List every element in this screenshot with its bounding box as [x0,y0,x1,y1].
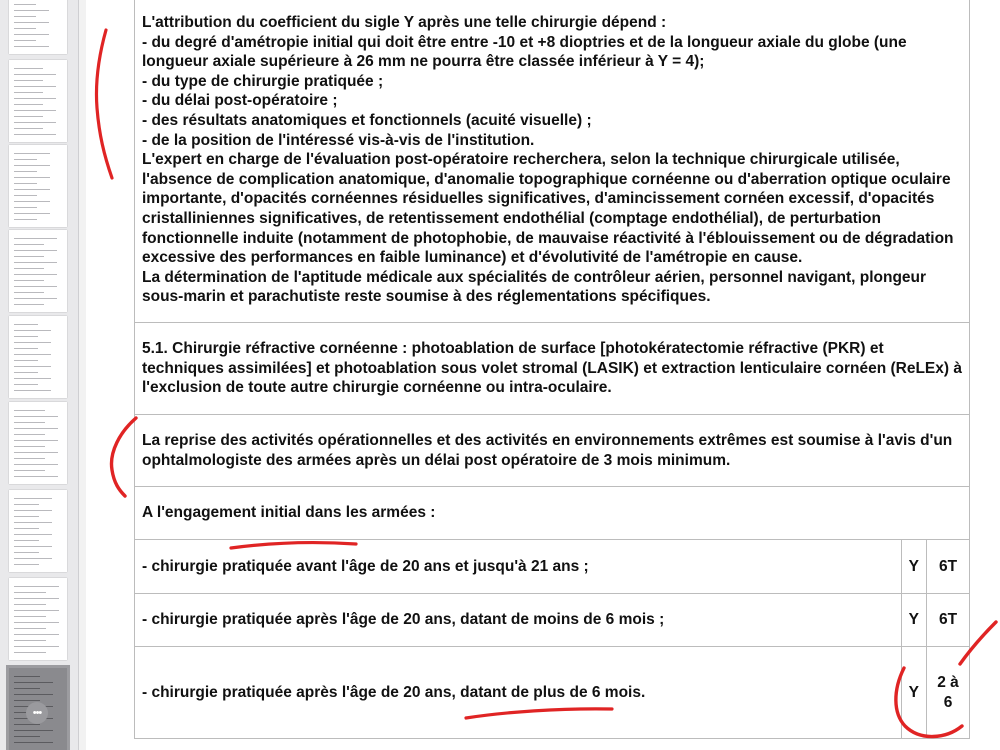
more-options-button[interactable]: ••• [26,702,48,724]
thumbnail-text-line [14,504,39,505]
thumbnail-text-line [14,116,43,117]
thumbnail-text-line [14,80,43,81]
thumbnail-text-line [14,724,40,725]
criterion-text: - chirurgie pratiquée après l'âge de 20 ans, datant de plus de 6 mois. [135,647,902,739]
thumbnail-text-line [14,640,46,641]
table-row [135,487,970,540]
thumbnail-text-line [14,458,45,459]
page-thumbnail[interactable] [9,402,67,484]
thumbnail-text-line [14,390,51,391]
engagement-header: A l'engagement initial dans les armées : [135,487,970,540]
page-thumbnail[interactable] [9,578,67,660]
thumbnail-text-line [14,280,44,281]
thumbnail-text-line [14,336,38,337]
thumbnail-text-line [14,434,45,435]
section-title: 5.1. Chirurgie réfractive cornéenne : photoablation de surface [photokératectomie réfractive (PKR) et techniques assimilées] et photoablation sous volet stromal (LASIK) et extraction lenticulaire cornéen (ReLEx) à l'exclusion de toute autre chirurgie cornéenne ou intra-oculaire. [135,323,970,415]
thumbnail-text-line [14,464,58,465]
thumbnail-text-line [14,476,58,477]
thumbnail-text-line [14,586,59,587]
intro-line: - du type de chirurgie pratiquée ; [142,72,384,90]
thumbnail-text-line [14,128,43,129]
thumbnail-text-line [14,354,51,355]
thumbnail-text-line [14,422,45,423]
thumbnail-text-line [14,34,49,35]
thumbnail-text-line [14,558,52,559]
thumbnail-text-line [14,682,53,683]
intro-line: - du degré d'amétropie initial qui doit être entre -10 et +8 dioptries et de la longueur axiale du globe (une longueur axiale supérieure à 26 mm ne pourra être classée inférieur à Y = 4); [142,33,907,71]
page-thumbnail[interactable] [9,316,67,398]
thumbnail-text-line [14,250,57,251]
intro-line: La détermination de l'aptitude médicale aux spécialités de contrôleur aérien, personnel navigant, plongeur sous-marin et parachutiste reste soumise à des réglementations spécifiques. [142,268,927,306]
thumbnail-text-line [14,183,37,184]
thumbnail-text-line [14,324,38,325]
thumbnail-text-line [14,730,53,731]
thumbnail-text-line [14,244,44,245]
thumbnail-text-line [14,110,56,111]
thumbnail-text-line [14,342,51,343]
thumbnail-text-line [14,634,59,635]
criterion-text: - chirurgie pratiquée avant l'âge de 20 ans et jusqu'à 21 ans ; [135,540,902,594]
thumbnail-text-line [14,159,37,160]
thumbnail-text-line [14,104,43,105]
sigle-code: Y [901,540,926,594]
thumbnail-text-line [14,372,38,373]
thumbnail-text-line [14,165,50,166]
thumbnail-text-line [14,676,40,677]
thumbnail-text-line [14,10,49,11]
thumbnail-text-line [14,360,38,361]
thumbnail-text-line [14,522,52,523]
thumbnail-text-line [14,410,45,411]
thumbnail-text-line [14,274,57,275]
thumbnail-text-line [14,546,52,547]
intro-line: - de la position de l'intéressé vis-à-vis de l'institution. [142,131,535,149]
thumbnail-text-line [14,592,46,593]
thumbnail-text-line [14,153,50,154]
intro-line: - du délai post-opératoire ; [142,92,338,110]
thumbnail-text-line [14,510,52,511]
thumbnail-text-line [14,616,46,617]
thumbnail-text-line [14,628,46,629]
thumbnail-text-line [14,534,52,535]
intro-line: L'expert en charge de l'évaluation post-opératoire recherchera, selon la technique chirurgicale utilisée, l'absence de complication anatomique, d'anomalie topographique cornéenne ou d'aberration optique oculaire importante, d'opacités cornéennes résiduelles significatives, d'amincissement cornéen excessif, d'opacités cristalliniennes significatives, de retentissement endothélial (comptage endothélial), de perturbation fonctionnelle induite (notamment de photophobie, de mauvaise réactivité à l'éblouissement ou de dégradation excessive des performances en faible luminance) et d'évolutivité de l'amétropie en cause. [142,151,954,267]
thumbnail-text-line [14,74,56,75]
thumbnail-text-line [14,330,51,331]
thumbnail-text-line [14,598,59,599]
thumbnail-text-line [14,528,39,529]
coefficient-value: 6T [927,594,970,647]
intro-line: L'attribution du coefficient du sigle Y après une telle chirurgie dépend : [142,14,667,31]
thumbnail-text-line [14,262,57,263]
thumbnail-text-line [14,219,37,220]
thumbnail-text-line [14,134,56,135]
page-thumbnail-sidebar [0,0,79,750]
thumbnail-text-line [14,452,58,453]
document-table [134,0,970,739]
thumbnail-text-line [14,16,36,17]
thumbnail-text-line [14,98,56,99]
thumbnail-text-line [14,470,45,471]
thumbnail-text-line [14,213,50,214]
criterion-text: - chirurgie pratiquée après l'âge de 20 ans, datant de moins de 6 mois ; [135,594,902,647]
thumbnail-text-line [14,256,44,257]
thumbnail-text-line [14,122,56,123]
thumbnail-text-line [14,366,51,367]
thumbnail-text-line [14,207,37,208]
thumbnail-text-line [14,428,58,429]
intro-text-block [135,0,970,323]
thumbnail-text-line [14,40,36,41]
thumbnail-text-line [14,498,52,499]
thumbnail-text-line [14,604,46,605]
page-thumbnail[interactable] [9,145,67,227]
document-page [86,0,1000,750]
thumbnail-text-line [14,384,38,385]
coefficient-value: 2 à 6 [927,647,970,739]
sigle-code: Y [901,647,926,739]
thumbnail-text-line [14,694,53,695]
page-thumbnail[interactable] [9,230,67,312]
page-thumbnail[interactable] [9,490,67,572]
thumbnail-text-line [14,646,59,647]
thumbnail-text-line [14,564,39,565]
coefficient-value: 6T [927,540,970,594]
thumbnail-text-line [14,610,59,611]
table-row [135,540,970,594]
table-row [135,647,970,739]
thumbnail-text-line [14,189,50,190]
thumbnail-text-line [14,46,49,47]
thumbnail-text-line [14,736,40,737]
thumbnail-text-line [14,742,53,743]
resumption-text: La reprise des activités opérationnelles et des activités en environnements extrêmes est soumise à l'avis d'un ophtalmologiste des armées après un délai post opératoire de 3 mois minimum. [135,415,970,487]
thumbnail-text-line [14,652,46,653]
thumbnail-text-line [14,298,57,299]
table-row [135,0,970,323]
thumbnail-text-line [14,28,36,29]
thumbnail-text-line [14,348,38,349]
thumbnail-text-line [14,292,44,293]
thumbnail-text-line [14,440,58,441]
thumbnail-text-line [14,378,51,379]
thumbnail-text-line [14,238,57,239]
table-row [135,415,970,487]
page-thumbnail[interactable] [9,60,67,142]
thumbnail-text-line [14,304,44,305]
thumbnail-text-line [14,195,37,196]
page-thumbnail[interactable] [9,0,67,54]
thumbnail-text-line [14,68,43,69]
thumbnail-text-line [14,540,39,541]
thumbnail-text-line [14,201,50,202]
intro-line: - des résultats anatomiques et fonctionnels (acuité visuelle) ; [142,111,592,129]
table-row [135,594,970,647]
table-row [135,323,970,415]
thumbnail-text-line [14,516,39,517]
thumbnail-text-line [14,171,37,172]
thumbnail-text-line [14,286,57,287]
thumbnail-text-line [14,552,39,553]
thumbnail-text-line [14,416,58,417]
thumbnail-text-line [14,688,40,689]
thumbnail-text-line [14,446,45,447]
thumbnail-text-line [14,22,49,23]
thumbnail-text-line [14,86,56,87]
thumbnail-text-line [14,177,50,178]
thumbnail-text-line [14,622,59,623]
thumbnail-text-line [14,268,44,269]
sigle-code: Y [901,594,926,647]
thumbnail-text-line [14,4,36,5]
thumbnail-text-line [14,92,43,93]
